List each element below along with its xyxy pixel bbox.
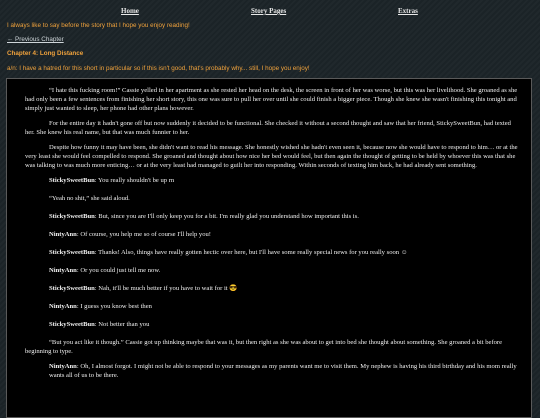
- chat-text: : Oh, I almost forgot. I might not be able to respond to your messages as my parents want me to visit them. My nephew is having his third birthday and his mom really wants all of us to be there.: [49, 363, 517, 379]
- chat-speaker: StickySweetBun: [49, 213, 95, 220]
- chat-speaker: StickySweetBun: [49, 321, 95, 328]
- chat-text: : But, since you are I'll only keep you for a bit. I'm really glad you understand how important this is.: [94, 213, 359, 220]
- chat-text: : Or you could just tell me now.: [76, 267, 161, 274]
- chat-line: [49, 362, 519, 380]
- chat-speaker: StickySweetBun: [49, 285, 95, 292]
- chat-speaker: StickySweetBun: [49, 177, 95, 184]
- previous-chapter-link[interactable]: ← Previous Chapter: [7, 36, 64, 43]
- chat-line: [49, 302, 519, 311]
- chat-speaker: NintyAnn: [49, 231, 77, 238]
- chat-text: “Yeah no shit,” she said aloud.: [49, 195, 130, 202]
- story-paragraph: “But you act like it though.” Cassie got up thinking maybe that was it, but then right as she was about to get into bed she thought about something. She groaned a bit before beginning to type.: [25, 339, 503, 355]
- story-paragraph: For the entire day it hadn't gone off but now suddenly it decided to be functional. She checked it without a second thought and saw that her friend, StickySweetBun, had texted her. She knew his real name, but that was much funnier to her.: [25, 120, 511, 136]
- chat-speaker: NintyAnn: [49, 303, 77, 310]
- nav-story-pages-link[interactable]: Story Pages: [251, 7, 287, 15]
- chat-speaker: StickySweetBun: [49, 249, 95, 256]
- chat-speaker: NintyAnn: [49, 363, 77, 370]
- chat-line: [49, 176, 519, 185]
- chat-text: : Nah, it'll be much better if you have to wait for it 😎: [94, 285, 238, 292]
- nav-extras-link[interactable]: Extras: [398, 7, 418, 15]
- chat-text: : Not better than you: [94, 321, 150, 328]
- chat-line: [49, 266, 519, 275]
- chat-text: : Of course, you help me so of course I'll help you!: [76, 231, 211, 238]
- chat-text: : I guess you know best then: [76, 303, 152, 310]
- chat-line: [49, 284, 519, 293]
- chat-line: [49, 248, 519, 257]
- nav-home-link[interactable]: Home: [121, 7, 139, 15]
- story-paragraph: “I hate this fucking room!” Cassie yelled in her apartment as she rested her head on the desk, the screen in front of her was worse, but this was her livelihood. She groaned as she had only been a few sentences from finishing her short story, this one was sure to pull her over until she could finish a bigger piece. Though she knew she wasn't finishing this tonight and simply just wanted to sleep, her phone had other plans however.: [25, 87, 518, 112]
- story-paragraph: Despite how funny it may have been, she didn't want to read his message. She honestly wished she hadn't even seen it, because now she would have to respond to him… or at the very least she would feel compelled to respond. She groaned and thought about how nice her bed would feel, but then again the thought of getting to be held by whoever this was that she was talking to was much more enticing… or at the very least had managed to guilt her into responding. Within seconds of texting him back, he had already sent something.: [25, 144, 518, 169]
- chat-text: : Thanks! Also, things have really gotten hectic over here, but I'll have some really special news for you really soon ☺: [94, 249, 408, 256]
- chat-text: : You really shouldn't be up rn: [94, 177, 175, 184]
- chat-line: [49, 194, 519, 203]
- story-panel: [6, 78, 532, 418]
- chat-line: [49, 320, 519, 329]
- chat-line: [49, 212, 519, 221]
- author-note: a/n: I have a hatred for this short in particular so if this isn't good, that's probably why... still, I hope you enjoy!: [7, 65, 310, 72]
- chapter-title: Chapter 4: Long Distance: [7, 50, 84, 57]
- top-nav: [0, 7, 540, 19]
- chat-speaker: NintyAnn: [49, 267, 77, 274]
- chat-line: [49, 230, 519, 239]
- intro-text: I always like to say before the story that I hope you enjoy reading!: [7, 22, 190, 29]
